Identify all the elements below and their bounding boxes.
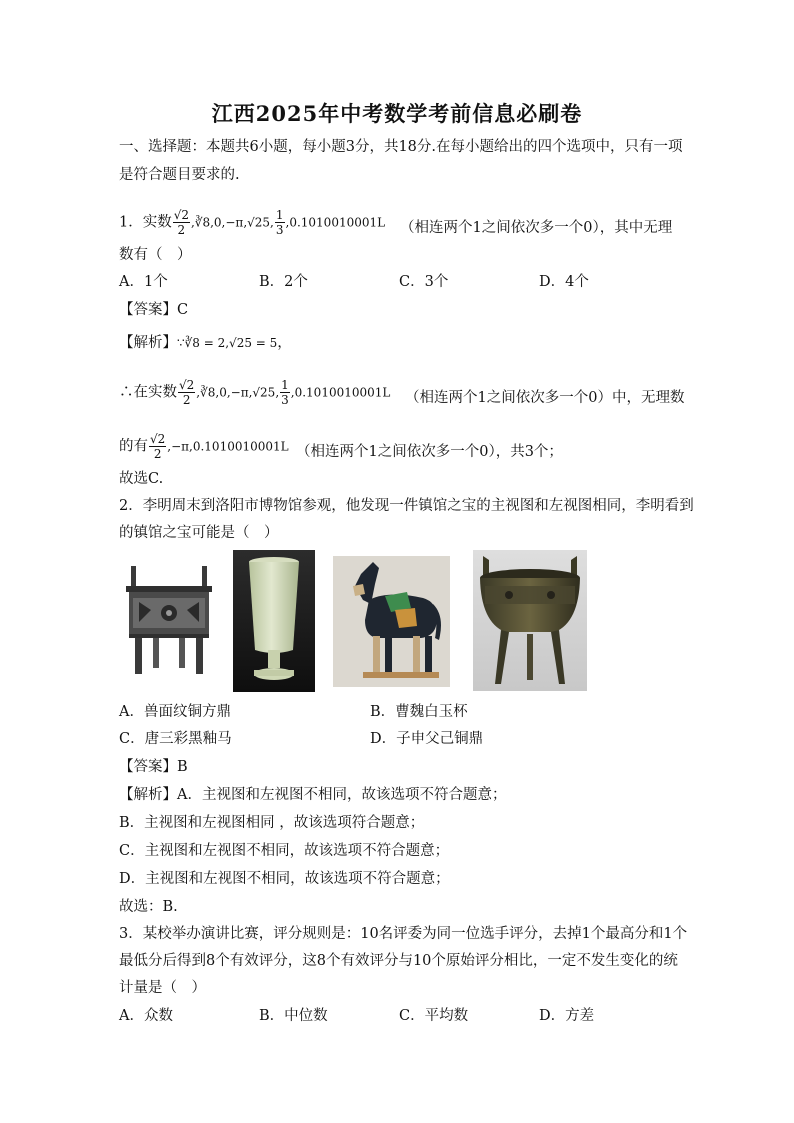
q1-expr-end: ,0.1010010001L xyxy=(285,215,386,230)
bronze-tripod-ding-image xyxy=(473,550,587,691)
q3-option-a[interactable]: A．众数 xyxy=(119,1008,173,1024)
q3-stem-1: 3．某校举办演讲比赛，评分规则是：10名评委为同一位选手评分，去掉1个最高分和1个 xyxy=(119,926,688,942)
q2-option-a[interactable]: A．兽面纹铜方鼎 xyxy=(119,704,231,720)
q2-option-d[interactable]: D．子申父己铜鼎 xyxy=(370,731,484,747)
section-instruction-2: 是符合题目要求的. xyxy=(119,167,240,183)
q1-conclusion: 故选C. xyxy=(119,471,164,487)
q1-therefore-note: （相连两个1之间依次多一个0）中，无理数 xyxy=(405,390,685,406)
q2-stem-1: 2．李明周末到洛阳市博物馆参观，他发现一件镇馆之宝的主视图和左视图相同，李明看到 xyxy=(119,498,694,514)
q1-stem xyxy=(119,208,385,237)
q3-option-c[interactable]: C．平均数 xyxy=(399,1008,469,1024)
q3-stem-3: 计量是（ ） xyxy=(119,980,206,996)
q1-option-b[interactable]: B．2个 xyxy=(259,274,308,290)
q1-analysis: 【解析】∵∛8 = 2,√25 = 5， xyxy=(119,335,292,351)
q1-expr: ,∛8,0,−π,√25, xyxy=(191,215,274,230)
q1-therefore: ∴在实数 $\frac{√2}{2}$ ,∛8,0,−π,√25, $\frac{1}{3}$ ,0.1010010001L xyxy=(119,378,391,407)
q1-frac-one-third: $\frac{1}{3}$ xyxy=(275,208,284,237)
q2-analysis-b: B．主视图和左视图相同 ，故该选项符合题意； xyxy=(119,815,425,831)
q1-have: 的有 $\frac{√2}{2}$ ,−π,0.1010010001L xyxy=(119,432,289,461)
q2-stem-2: 的镇馆之宝可能是（ ） xyxy=(119,525,279,541)
section-instruction-1: 一、选择题：本题共6小题，每小题3分，共18分.在每小题给出的四个选项中，只有一项 xyxy=(119,139,683,155)
q1-have-note: （相连两个1之间依次多一个0），共3个； xyxy=(296,444,563,460)
q2-answer: 【答案】B xyxy=(119,759,188,775)
q1-option-d[interactable]: D．4个 xyxy=(539,274,589,290)
q1-answer: 【答案】C xyxy=(119,302,189,318)
q2-option-b[interactable]: B．曹魏白玉杯 xyxy=(370,704,468,720)
q3-option-b[interactable]: B．中位数 xyxy=(259,1008,328,1024)
q1-analysis-expr: ∵∛8 = 2,√25 = 5 xyxy=(177,336,278,350)
q3-option-d[interactable]: D．方差 xyxy=(539,1008,595,1024)
q1-option-c[interactable]: C．3个 xyxy=(399,274,449,290)
white-jade-cup-image xyxy=(233,550,315,692)
bronze-square-ding-image xyxy=(121,562,217,678)
q1-prefix: 1．实数 xyxy=(119,214,172,231)
page-title: 江西2025年中考数学考前信息必刷卷 xyxy=(211,101,583,126)
q2-option-c[interactable]: C．唐三彩黑釉马 xyxy=(119,731,232,747)
q1-line2: 数有（ ） xyxy=(119,247,192,263)
q2-analysis-c: C．主视图和左视图不相同，故该选项不符合题意； xyxy=(119,843,450,859)
q1-option-a[interactable]: A．1个 xyxy=(119,274,168,290)
q2-analysis-a: 【解析】A．主视图和左视图不相同，故该选项不符合题意； xyxy=(119,787,507,803)
q1-note: （相连两个1之间依次多一个0），其中无理 xyxy=(400,220,673,236)
q1-frac-sqrt2-over-2: $\frac{√2}{2}$ xyxy=(173,208,190,237)
q3-stem-2: 最低分后得到8个有效评分，这8个有效评分与10个原始评分相比，一定不发生变化的统 xyxy=(119,953,678,969)
q2-analysis-d: D．主视图和左视图不相同，故该选项不符合题意； xyxy=(119,871,450,887)
tang-sancai-horse-image xyxy=(333,556,450,687)
q2-conclusion: 故选：B. xyxy=(119,899,178,915)
